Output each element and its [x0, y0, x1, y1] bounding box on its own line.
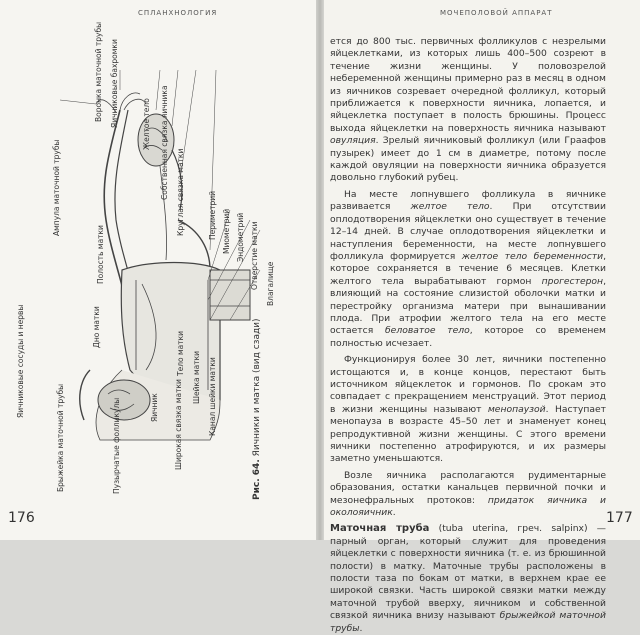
right-page-body	[330, 36, 606, 635]
paragraph-4: Возле яичника располагаются рудиментарные образования, остатки канальцев первичной почки и мезонефральных протоков: придаток яичника и околояичник.	[330, 469, 606, 519]
label-uterine-body: Тело матки	[176, 331, 185, 376]
left-page-number: 176	[8, 510, 35, 526]
label-infundibulum: Воронка маточной трубы	[94, 21, 103, 122]
figure-caption-label: Рис. 64.	[252, 459, 262, 500]
label-tube-ampulla: Ампула маточной трубы	[52, 139, 61, 236]
label-uterine-fundus: Дно матки	[92, 306, 101, 348]
right-running-head: МОЧЕПОЛОВОЙ АППАРАТ	[440, 9, 553, 17]
label-endometrium: Эндометрий	[236, 212, 245, 262]
label-uterine-cavity: Полость матки	[96, 225, 105, 284]
label-corpus-luteum: Желтое тело	[142, 98, 151, 150]
paragraph-3: Функционируя более 30 лет, яичники постепенно истощаются и, в конце концов, перестают быть источником яйцеклеток и гормонов. По срокам это совпадает с прекращением менструаций. Этот период в жизни женщины называют менопаузой. Наступает менопауза в возрасте 45–50 лет и знаменует конец репродуктивной жизни женщины. С этого времени яичники постепенно атрофируются, и их размеры заметно уменьшаются.	[330, 354, 606, 465]
label-fimbriae: Яичниковые бахромки	[110, 39, 119, 128]
label-ovarian-vessels: Яичниковые сосуды и нервы	[16, 304, 25, 418]
label-vagina: Влагалище	[266, 261, 275, 306]
paragraph-5: Маточная труба (tuba uterina, греч. salpinx) — парный орган, который служит для проведения яйцеклетки с поверхности яичника (т. е. из брюшинной полости) в матку. Маточные трубы расположены в полости таза по бокам от матки, в верхнем крае ее широкой связки. Часть широкой связки матки между маточной трубой вверху, яичником и собственной связкой яичника внизу называют брыжейкой маточной трубы.	[330, 523, 606, 634]
label-ovary: Яичник	[150, 393, 159, 422]
paragraph-1: ется до 800 тыс. первичных фолликулов с незрелыми яйцеклетками, из которых лишь 400–500 созреют в течение жизни женщины. У половозрелой небеременной женщины примерно раз в месяц в одном из яичников созревает очередной фолликул, который приближается к поверхности яичника, лопается, и яйцеклетка поступает в полость брюшины. Процесс выхода яйцеклетки на поверхность яичника называют овуляция. Зрелый яичниковый фолликул (или Граафов пузырек) имеет до 1 см в диаметре, потому после каждой овуляции на поверхности яичника образуется довольно глубокий рубец.	[330, 36, 606, 184]
left-running-head: СПЛАНХНОЛОГИЯ	[138, 9, 218, 17]
label-vesicular-follicles: Пузырчатые фолликулы	[112, 397, 121, 494]
figure-caption-text: Яичники и матка (вид сзади)	[252, 318, 262, 460]
right-page-number: 177	[606, 510, 633, 526]
label-cervical-canal: Канал шейки матки	[208, 357, 217, 436]
label-mesosalpinx: Брыжейка маточной трубы	[56, 383, 65, 492]
label-round-ligament: Круглая связка матки	[176, 148, 185, 236]
label-ovarian-ligament: Собственная связка яичника	[160, 85, 169, 200]
label-myometrium: Миометрий	[222, 208, 231, 254]
label-perimetrium: Периметрий	[208, 190, 217, 240]
label-broad-ligament: Широкая связка матки	[174, 379, 183, 470]
figure-labels	[0, 0, 318, 540]
label-uterine-opening: Отверстие матки	[250, 221, 259, 290]
section-heading: Маточная труба	[330, 523, 430, 535]
figure-caption	[252, 318, 262, 500]
paragraph-2: На месте лопнувшего фолликула в яичнике развивается желтое тело. При отсутствии оплодотворения яйцеклетки оно существует в течение 12–14 дней. В случае оплодотворения яйцеклетки и наступления беременности, на месте лопнувшего фолликула формируется желтое тело беременности, которое сохраняется в течение 6 месяцев. Клетки желтого тела вырабатывают гормон прогестерон, влияющий на состояние слизистой оболочки матки и перестройку организма матери при вынашивании плода. При атрофии желтого тела на его месте остается беловатое тело, которое со временем полностью исчезает.	[330, 188, 606, 349]
label-cervix: Шейка матки	[192, 350, 201, 404]
